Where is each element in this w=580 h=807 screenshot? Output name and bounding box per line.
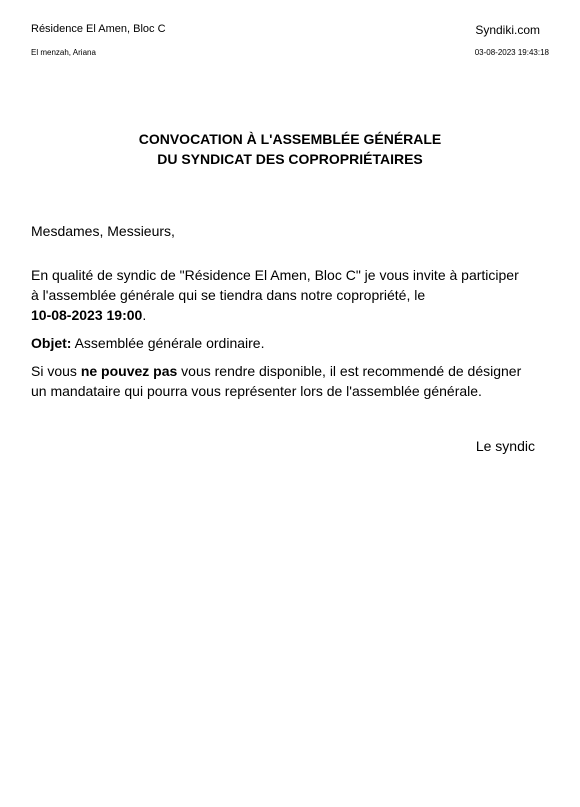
objet-label: Objet: [31,335,72,351]
proxy-line-1 [31,361,556,381]
greeting: Mesdames, Messieurs, [31,223,175,239]
proxy-suffix: vous rendre disponible, il est recommendé de désigner [177,363,522,379]
document-datetime: 03-08-2023 19:43:18 [474,48,549,57]
signature: Le syndic [475,438,535,454]
residence-address: El menzah, Ariana [31,48,96,57]
invitation-paragraph [31,265,556,325]
residence-name: Résidence El Amen, Bloc C [31,23,166,35]
title-line-2: DU SYNDICAT DES COPROPRIÉTAIRES [157,151,423,167]
meeting-datetime: 10-08-2023 19:00 [31,307,143,323]
proxy-prefix: Si vous [31,363,81,379]
objet-line [31,333,556,353]
invitation-line-1: En qualité de syndic de "Résidence El Amen, Bloc C" je vous invite à participer [31,267,519,283]
objet-value: Assemblée générale ordinaire. [71,335,265,351]
proxy-line-2: un mandataire qui pourra vous représenter lors de l'assemblée générale. [31,383,482,399]
proxy-emphasis: ne pouvez pas [80,363,178,379]
brand-name: Syndiki.com [475,23,540,37]
meeting-suffix: . [142,307,147,323]
proxy-paragraph [31,361,556,401]
meeting-datetime-line [31,305,556,325]
title-line-1: CONVOCATION À L'ASSEMBLÉE GÉNÉRALE [138,131,442,147]
invitation-line-2: à l'assemblée générale qui se tiendra dans notre copropriété, le [31,287,426,303]
document-title [0,129,580,169]
